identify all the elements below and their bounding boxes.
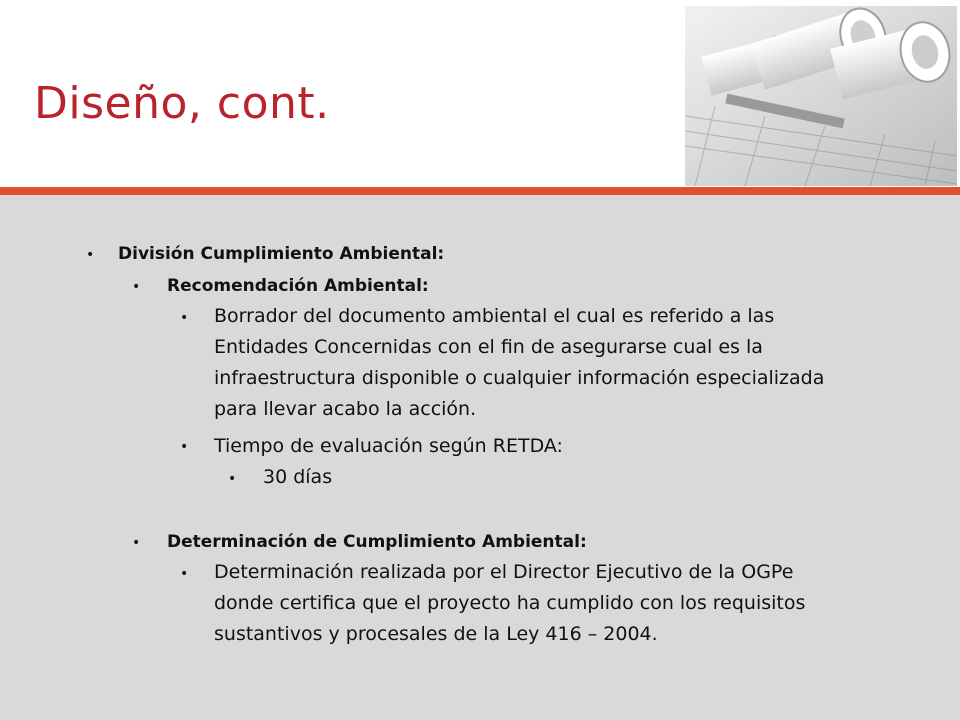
- text-line: Entidades Concernidas con el fin de asegurarse cual es la: [214, 336, 763, 358]
- bullet-division: División Cumplimiento Ambiental:: [118, 244, 445, 264]
- bullet-determinacion-text: [214, 557, 805, 650]
- accent-divider: [0, 187, 960, 195]
- bullet-dias: 30 días: [263, 466, 333, 488]
- bullet-tiempo: Tiempo de evaluación según RETDA:: [214, 435, 563, 457]
- blueprint-rolls-image: [685, 6, 957, 186]
- text-line: donde certifica que el proyecto ha cumplido con los requisitos: [214, 592, 806, 614]
- text-line: para llevar acabo la acción.: [214, 398, 477, 420]
- bullet-icon: •: [132, 279, 141, 295]
- slide-header: [0, 0, 960, 187]
- bullet-icon: •: [180, 310, 189, 326]
- slide-content: [0, 195, 960, 720]
- text-line: Determinación realizada por el Director Ejecutivo de la OGPe: [214, 561, 794, 583]
- bullet-icon: •: [86, 247, 95, 263]
- text-line: Borrador del documento ambiental el cual es referido a las: [214, 305, 775, 327]
- text-line: infraestructura disponible o cualquier información especializada: [214, 367, 825, 389]
- bullet-icon: •: [180, 439, 189, 455]
- blueprint-rolls-icon: [685, 6, 957, 186]
- slide-title: Diseño, cont.: [34, 78, 330, 129]
- bullet-icon: •: [180, 566, 189, 582]
- bullet-determinacion-title: Determinación de Cumplimiento Ambiental:: [167, 532, 587, 552]
- bullet-recomendacion: Recomendación Ambiental:: [167, 276, 429, 296]
- bullet-icon: •: [132, 535, 141, 551]
- bullet-borrador: [214, 301, 824, 425]
- bullet-icon: •: [228, 471, 237, 487]
- text-line: sustantivos y procesales de la Ley 416 – 2004.: [214, 623, 658, 645]
